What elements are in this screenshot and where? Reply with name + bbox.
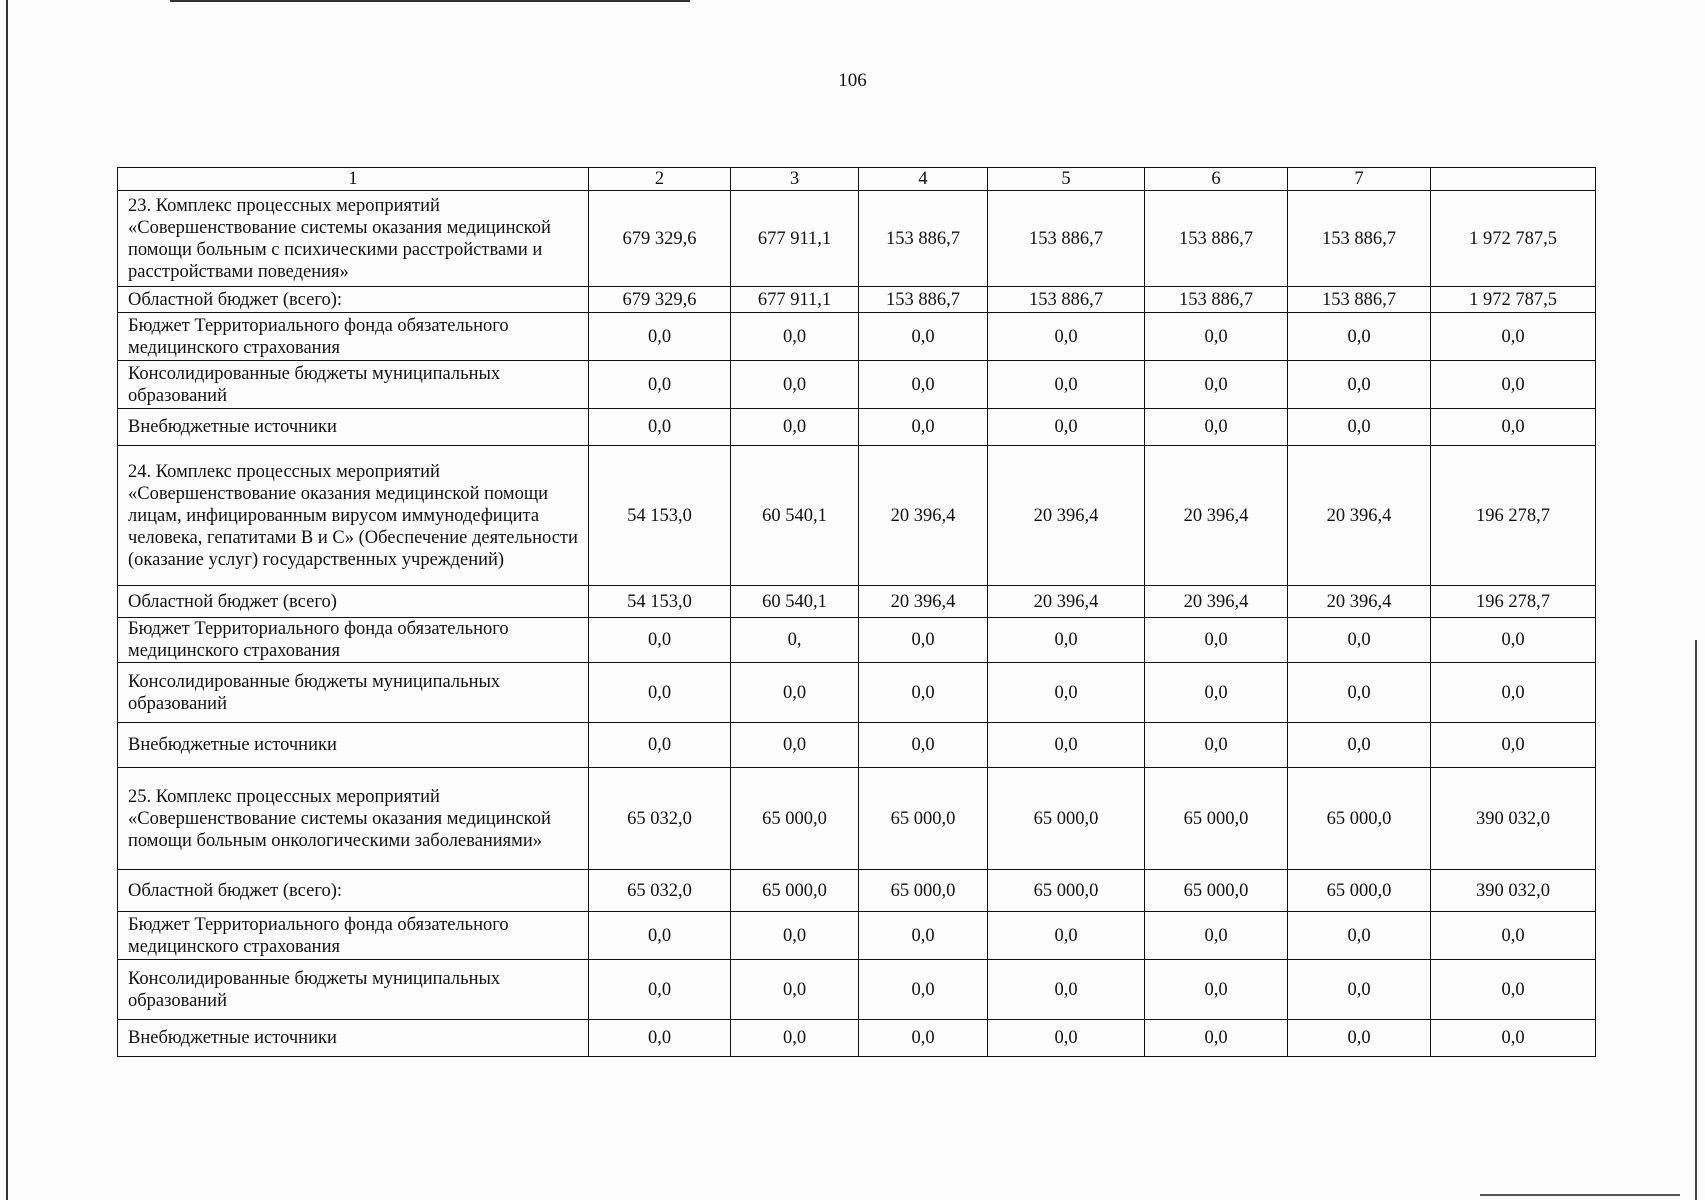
value-cell: 65 032,0: [589, 870, 731, 912]
value-cell: 65 000,0: [1288, 768, 1431, 870]
value-cell: 0,0: [988, 618, 1145, 663]
table-row: [118, 912, 1596, 960]
row-label: Внебюджетные источники: [118, 409, 589, 446]
value-cell: 0,0: [589, 409, 731, 446]
value-cell: 0,0: [1288, 409, 1431, 446]
value-cell: 65 000,0: [1145, 870, 1288, 912]
value-cell: 0,0: [1431, 313, 1596, 361]
value-cell: 0,0: [1288, 912, 1431, 960]
value-cell: 153 886,7: [988, 287, 1145, 313]
value-cell: 60 540,1: [731, 446, 859, 586]
value-cell: 65 000,0: [731, 768, 859, 870]
value-cell: 0,0: [589, 960, 731, 1020]
value-cell: 0,0: [988, 1020, 1145, 1057]
value-cell: 0,0: [731, 1020, 859, 1057]
value-cell: 0,0: [731, 663, 859, 723]
value-cell: 153 886,7: [1145, 287, 1288, 313]
value-cell: 20 396,4: [988, 446, 1145, 586]
row-label: Консолидированные бюджеты муниципальных образований: [118, 960, 589, 1020]
value-cell: 20 396,4: [1145, 586, 1288, 618]
value-cell: 0,0: [859, 409, 988, 446]
value-cell: 0,0: [589, 618, 731, 663]
value-cell: 0,0: [859, 313, 988, 361]
table-row: [118, 663, 1596, 723]
value-cell: 0,0: [731, 409, 859, 446]
column-header: 3: [731, 168, 859, 191]
value-cell: 0,0: [859, 663, 988, 723]
table-row: [118, 960, 1596, 1020]
table-row: [118, 446, 1596, 586]
value-cell: 677 911,1: [731, 287, 859, 313]
page-number: 106: [838, 70, 867, 91]
value-cell: 1 972 787,5: [1431, 191, 1596, 287]
value-cell: 0,0: [589, 663, 731, 723]
value-cell: 20 396,4: [1145, 446, 1288, 586]
table-row: [118, 409, 1596, 446]
value-cell: 0,0: [859, 618, 988, 663]
value-cell: 679 329,6: [589, 191, 731, 287]
row-label: Областной бюджет (всего): [118, 586, 589, 618]
value-cell: 0,0: [988, 912, 1145, 960]
value-cell: 0,0: [589, 912, 731, 960]
column-header: 2: [589, 168, 731, 191]
value-cell: 0,0: [859, 912, 988, 960]
scan-artifact-top: [170, 0, 690, 2]
value-cell: 65 000,0: [859, 768, 988, 870]
value-cell: 20 396,4: [988, 586, 1145, 618]
value-cell: 65 000,0: [1145, 768, 1288, 870]
value-cell: 0,0: [859, 960, 988, 1020]
value-cell: 0,0: [859, 723, 988, 768]
row-label: Областной бюджет (всего):: [118, 870, 589, 912]
value-cell: 0,0: [1145, 409, 1288, 446]
value-cell: 20 396,4: [1288, 446, 1431, 586]
value-cell: 0,0: [1145, 960, 1288, 1020]
value-cell: 1 972 787,5: [1431, 287, 1596, 313]
row-label: 25. Комплекс процессных мероприятий «Совершенствование системы оказания медицинской помощи больным онкологическими заболеваниями»: [118, 768, 589, 870]
value-cell: 0,0: [1431, 912, 1596, 960]
value-cell: 0,0: [1145, 313, 1288, 361]
value-cell: 0,0: [1288, 361, 1431, 409]
value-cell: 0,0: [1288, 960, 1431, 1020]
row-label: Внебюджетные источники: [118, 1020, 589, 1057]
row-label: Бюджет Территориального фонда обязательного медицинского страхования: [118, 912, 589, 960]
value-cell: 0,0: [988, 960, 1145, 1020]
value-cell: 65 000,0: [859, 870, 988, 912]
value-cell: 0,0: [1288, 723, 1431, 768]
value-cell: 196 278,7: [1431, 446, 1596, 586]
value-cell: 0,0: [731, 960, 859, 1020]
table-row: [118, 1020, 1596, 1057]
value-cell: 65 000,0: [988, 768, 1145, 870]
value-cell: 20 396,4: [859, 586, 988, 618]
table-row: [118, 870, 1596, 912]
column-header: 6: [1145, 168, 1288, 191]
table-row: [118, 287, 1596, 313]
row-label: 24. Комплекс процессных мероприятий «Совершенствование оказания медицинской помощи лицам, инфицированным вирусом иммунодефицита человека, гепатитами В и С» (Обеспечение деятельности (оказание услуг) государственных учреждений): [118, 446, 589, 586]
value-cell: 65 000,0: [1288, 870, 1431, 912]
value-cell: 153 886,7: [988, 191, 1145, 287]
value-cell: 54 153,0: [589, 446, 731, 586]
value-cell: 0,0: [1288, 663, 1431, 723]
value-cell: 390 032,0: [1431, 870, 1596, 912]
column-header: [1431, 168, 1596, 191]
column-header: 4: [859, 168, 988, 191]
value-cell: 0,0: [1431, 618, 1596, 663]
value-cell: 65 032,0: [589, 768, 731, 870]
table-row: [118, 361, 1596, 409]
value-cell: 0,0: [1288, 1020, 1431, 1057]
value-cell: 153 886,7: [1288, 191, 1431, 287]
table-row: [118, 586, 1596, 618]
value-cell: 679 329,6: [589, 287, 731, 313]
value-cell: 54 153,0: [589, 586, 731, 618]
value-cell: 153 886,7: [859, 287, 988, 313]
value-cell: 0,0: [988, 663, 1145, 723]
value-cell: 0,0: [1145, 361, 1288, 409]
value-cell: 0,0: [589, 313, 731, 361]
value-cell: 60 540,1: [731, 586, 859, 618]
value-cell: 0,0: [1431, 361, 1596, 409]
value-cell: 0,0: [1145, 618, 1288, 663]
value-cell: 153 886,7: [1288, 287, 1431, 313]
row-label: 23. Комплекс процессных мероприятий «Совершенствование системы оказания медицинской помощи больным с психическими расстройствами и расстройствами поведения»: [118, 191, 589, 287]
table-row: [118, 723, 1596, 768]
row-label: Бюджет Территориального фонда обязательного медицинского страхования: [118, 313, 589, 361]
value-cell: 153 886,7: [1145, 191, 1288, 287]
budget-table: [117, 167, 1596, 1057]
column-header: 5: [988, 168, 1145, 191]
value-cell: 0,0: [1145, 723, 1288, 768]
value-cell: 20 396,4: [859, 446, 988, 586]
table-row: [118, 191, 1596, 287]
value-cell: 0,0: [589, 723, 731, 768]
table-row: [118, 618, 1596, 663]
scan-artifact-bottom: [1480, 1194, 1680, 1196]
value-cell: 0,0: [589, 361, 731, 409]
value-cell: 0,0: [988, 409, 1145, 446]
value-cell: 153 886,7: [859, 191, 988, 287]
value-cell: 0,0: [1288, 313, 1431, 361]
value-cell: 0,0: [731, 912, 859, 960]
value-cell: 0,0: [1288, 618, 1431, 663]
table-row: [118, 313, 1596, 361]
value-cell: 0,0: [589, 1020, 731, 1057]
scan-edge-right: [1695, 640, 1697, 1200]
value-cell: 0,0: [988, 723, 1145, 768]
row-label: Консолидированные бюджеты муниципальных образований: [118, 361, 589, 409]
row-label: Областной бюджет (всего):: [118, 287, 589, 313]
value-cell: 196 278,7: [1431, 586, 1596, 618]
value-cell: 0,0: [1431, 663, 1596, 723]
value-cell: 65 000,0: [988, 870, 1145, 912]
value-cell: 390 032,0: [1431, 768, 1596, 870]
value-cell: 0,: [731, 618, 859, 663]
value-cell: 0,0: [1431, 960, 1596, 1020]
value-cell: 0,0: [1145, 912, 1288, 960]
row-label: Внебюджетные источники: [118, 723, 589, 768]
value-cell: 20 396,4: [1288, 586, 1431, 618]
value-cell: 0,0: [859, 361, 988, 409]
value-cell: 0,0: [731, 313, 859, 361]
value-cell: 0,0: [1145, 1020, 1288, 1057]
value-cell: 0,0: [1431, 723, 1596, 768]
value-cell: 65 000,0: [731, 870, 859, 912]
table-row: [118, 768, 1596, 870]
value-cell: 677 911,1: [731, 191, 859, 287]
value-cell: 0,0: [1431, 409, 1596, 446]
value-cell: 0,0: [988, 313, 1145, 361]
value-cell: 0,0: [988, 361, 1145, 409]
value-cell: 0,0: [1431, 1020, 1596, 1057]
table-header-row: [118, 168, 1596, 191]
value-cell: 0,0: [731, 361, 859, 409]
value-cell: 0,0: [1145, 663, 1288, 723]
row-label: Консолидированные бюджеты муниципальных образований: [118, 663, 589, 723]
value-cell: 0,0: [731, 723, 859, 768]
value-cell: 0,0: [859, 1020, 988, 1057]
row-label: Бюджет Территориального фонда обязательного медицинского страхования: [118, 618, 589, 663]
column-header: 1: [118, 168, 589, 191]
scan-edge-left: [6, 0, 8, 1200]
column-header: 7: [1288, 168, 1431, 191]
